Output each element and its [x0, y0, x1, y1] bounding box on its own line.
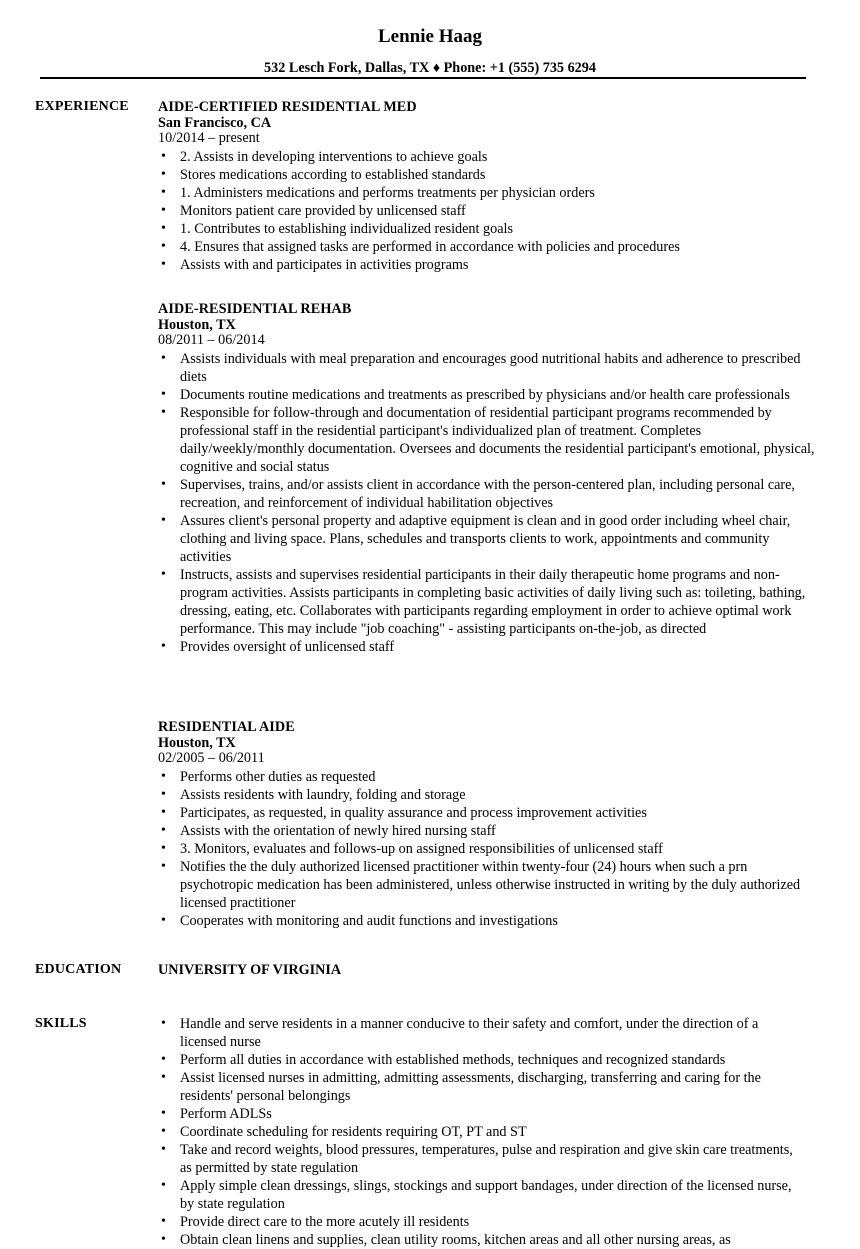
duty-item: • Assists residents with laundry, folding and storage [158, 786, 818, 804]
skill-item: • Handle and serve residents in a manner conducive to their safety and comfort, under the direction of a licensed nurse [158, 1015, 808, 1051]
experience-section-label: EXPERIENCE [35, 99, 129, 114]
job-location: Houston, TX [158, 317, 236, 333]
job-entry [158, 98, 818, 274]
job-title: AIDE-RESIDENTIAL REHAB [158, 301, 352, 317]
duty-item: • Assures client's personal property and adaptive equipment is clean and in good order including wheel chair, clothing and living space. Plans, schedules and transports clients to work, appointments and community activities [158, 512, 818, 566]
skill-item: • Perform all duties in accordance with established methods, techniques and recognized standards [158, 1051, 808, 1069]
skills-block [158, 1015, 808, 1249]
skill-item: • Perform ADLSs [158, 1105, 808, 1123]
duty-item: • 3. Monitors, evaluates and follows-up on assigned responsibilities of unlicensed staff [158, 840, 818, 858]
job-duties-list [158, 148, 818, 274]
duty-item: • Assists individuals with meal preparation and encourages good nutritional habits and adherence to prescribed diets [158, 350, 818, 386]
duty-item: • Documents routine medications and treatments as prescribed by physicians and/or health care professionals [158, 386, 818, 404]
job-location: San Francisco, CA [158, 115, 272, 131]
skill-item: • Coordinate scheduling for residents requiring OT, PT and ST [158, 1123, 808, 1141]
job-duties-list [158, 768, 818, 930]
header-divider [40, 77, 806, 79]
duty-item: • Provides oversight of unlicensed staff [158, 638, 818, 656]
duty-item: • Instructs, assists and supervises residential participants in their daily therapeutic home programs and non-program activities. Assists participants in completing basic activities of daily living such as: toileting, bathing, dressing, eating, etc. Collaborates with participants regarding employment in order to achieve optimal work performance. This may include "job coaching" - assisting participants on-the-job, as directed [158, 566, 818, 638]
education-section-label: EDUCATION [35, 962, 122, 977]
skills-list [158, 1015, 808, 1249]
job-title: AIDE-CERTIFIED RESIDENTIAL MED [158, 99, 417, 115]
skill-item: • Apply simple clean dressings, slings, stockings and support bandages, under direction of the licensed nurse, by state regulation [158, 1177, 808, 1213]
duty-item: • Notifies the the duly authorized licensed practitioner within twenty-four (24) hours when such a prn psychotropic medication has been administered, unless otherwise instructed in writing by the duly authorized licensed practitioner [158, 858, 818, 912]
duty-item: • 1. Contributes to establishing individualized resident goals [158, 220, 818, 238]
duty-item: • 1. Administers medications and performs treatments per physician orders [158, 184, 818, 202]
skill-item: • Obtain clean linens and supplies, clean utility rooms, kitchen areas and all other nursing areas, as [158, 1231, 808, 1249]
skills-section-label: SKILLS [35, 1016, 87, 1031]
job-dates: 02/2005 – 06/2011 [158, 750, 265, 766]
job-dates: 10/2014 – present [158, 130, 260, 146]
duty-item: • Stores medications according to established standards [158, 166, 818, 184]
skill-item: • Assist licensed nurses in admitting, admitting assessments, discharging, transferring and caring for the residents' personal belongings [158, 1069, 808, 1105]
job-title: RESIDENTIAL AIDE [158, 719, 295, 735]
duty-item: • Monitors patient care provided by unlicensed staff [158, 202, 818, 220]
duty-item: • Supervises, trains, and/or assists client in accordance with the person-centered plan, including personal care, recreation, and reinforcement of individual habilitation objectives [158, 476, 818, 512]
contact-line: 532 Lesch Fork, Dallas, TX ♦ Phone: +1 (555) 735 6294 [264, 60, 596, 76]
duty-item: • Participates, as requested, in quality assurance and process improvement activities [158, 804, 818, 822]
duty-item: • Assists with and participates in activities programs [158, 256, 818, 274]
education-school: UNIVERSITY OF VIRGINIA [158, 962, 342, 978]
duty-item: • 2. Assists in developing interventions to achieve goals [158, 148, 818, 166]
job-entry [158, 718, 818, 930]
duty-item: • Assists with the orientation of newly hired nursing staff [158, 822, 818, 840]
candidate-name: Lennie Haag [378, 26, 482, 47]
duty-item: • Cooperates with monitoring and audit functions and investigations [158, 912, 818, 930]
job-duties-list [158, 350, 818, 656]
skill-item: • Take and record weights, blood pressures, temperatures, pulse and respiration and give skin care treatments, as permitted by state regulation [158, 1141, 808, 1177]
job-location: Houston, TX [158, 735, 236, 751]
duty-item: • Responsible for follow-through and documentation of residential participant programs recommended by professional staff in the residential participant's individualized plan of treatment. Completes daily/weekly/monthly documentation. Oversees and documents the residential participant's emotional, physical, cognitive and social status [158, 404, 818, 476]
duty-item: • Performs other duties as requested [158, 768, 818, 786]
job-entry [158, 300, 818, 656]
skill-item: • Provide direct care to the more acutely ill residents [158, 1213, 808, 1231]
job-dates: 08/2011 – 06/2014 [158, 332, 265, 348]
duty-item: • 4. Ensures that assigned tasks are performed in accordance with policies and procedures [158, 238, 818, 256]
